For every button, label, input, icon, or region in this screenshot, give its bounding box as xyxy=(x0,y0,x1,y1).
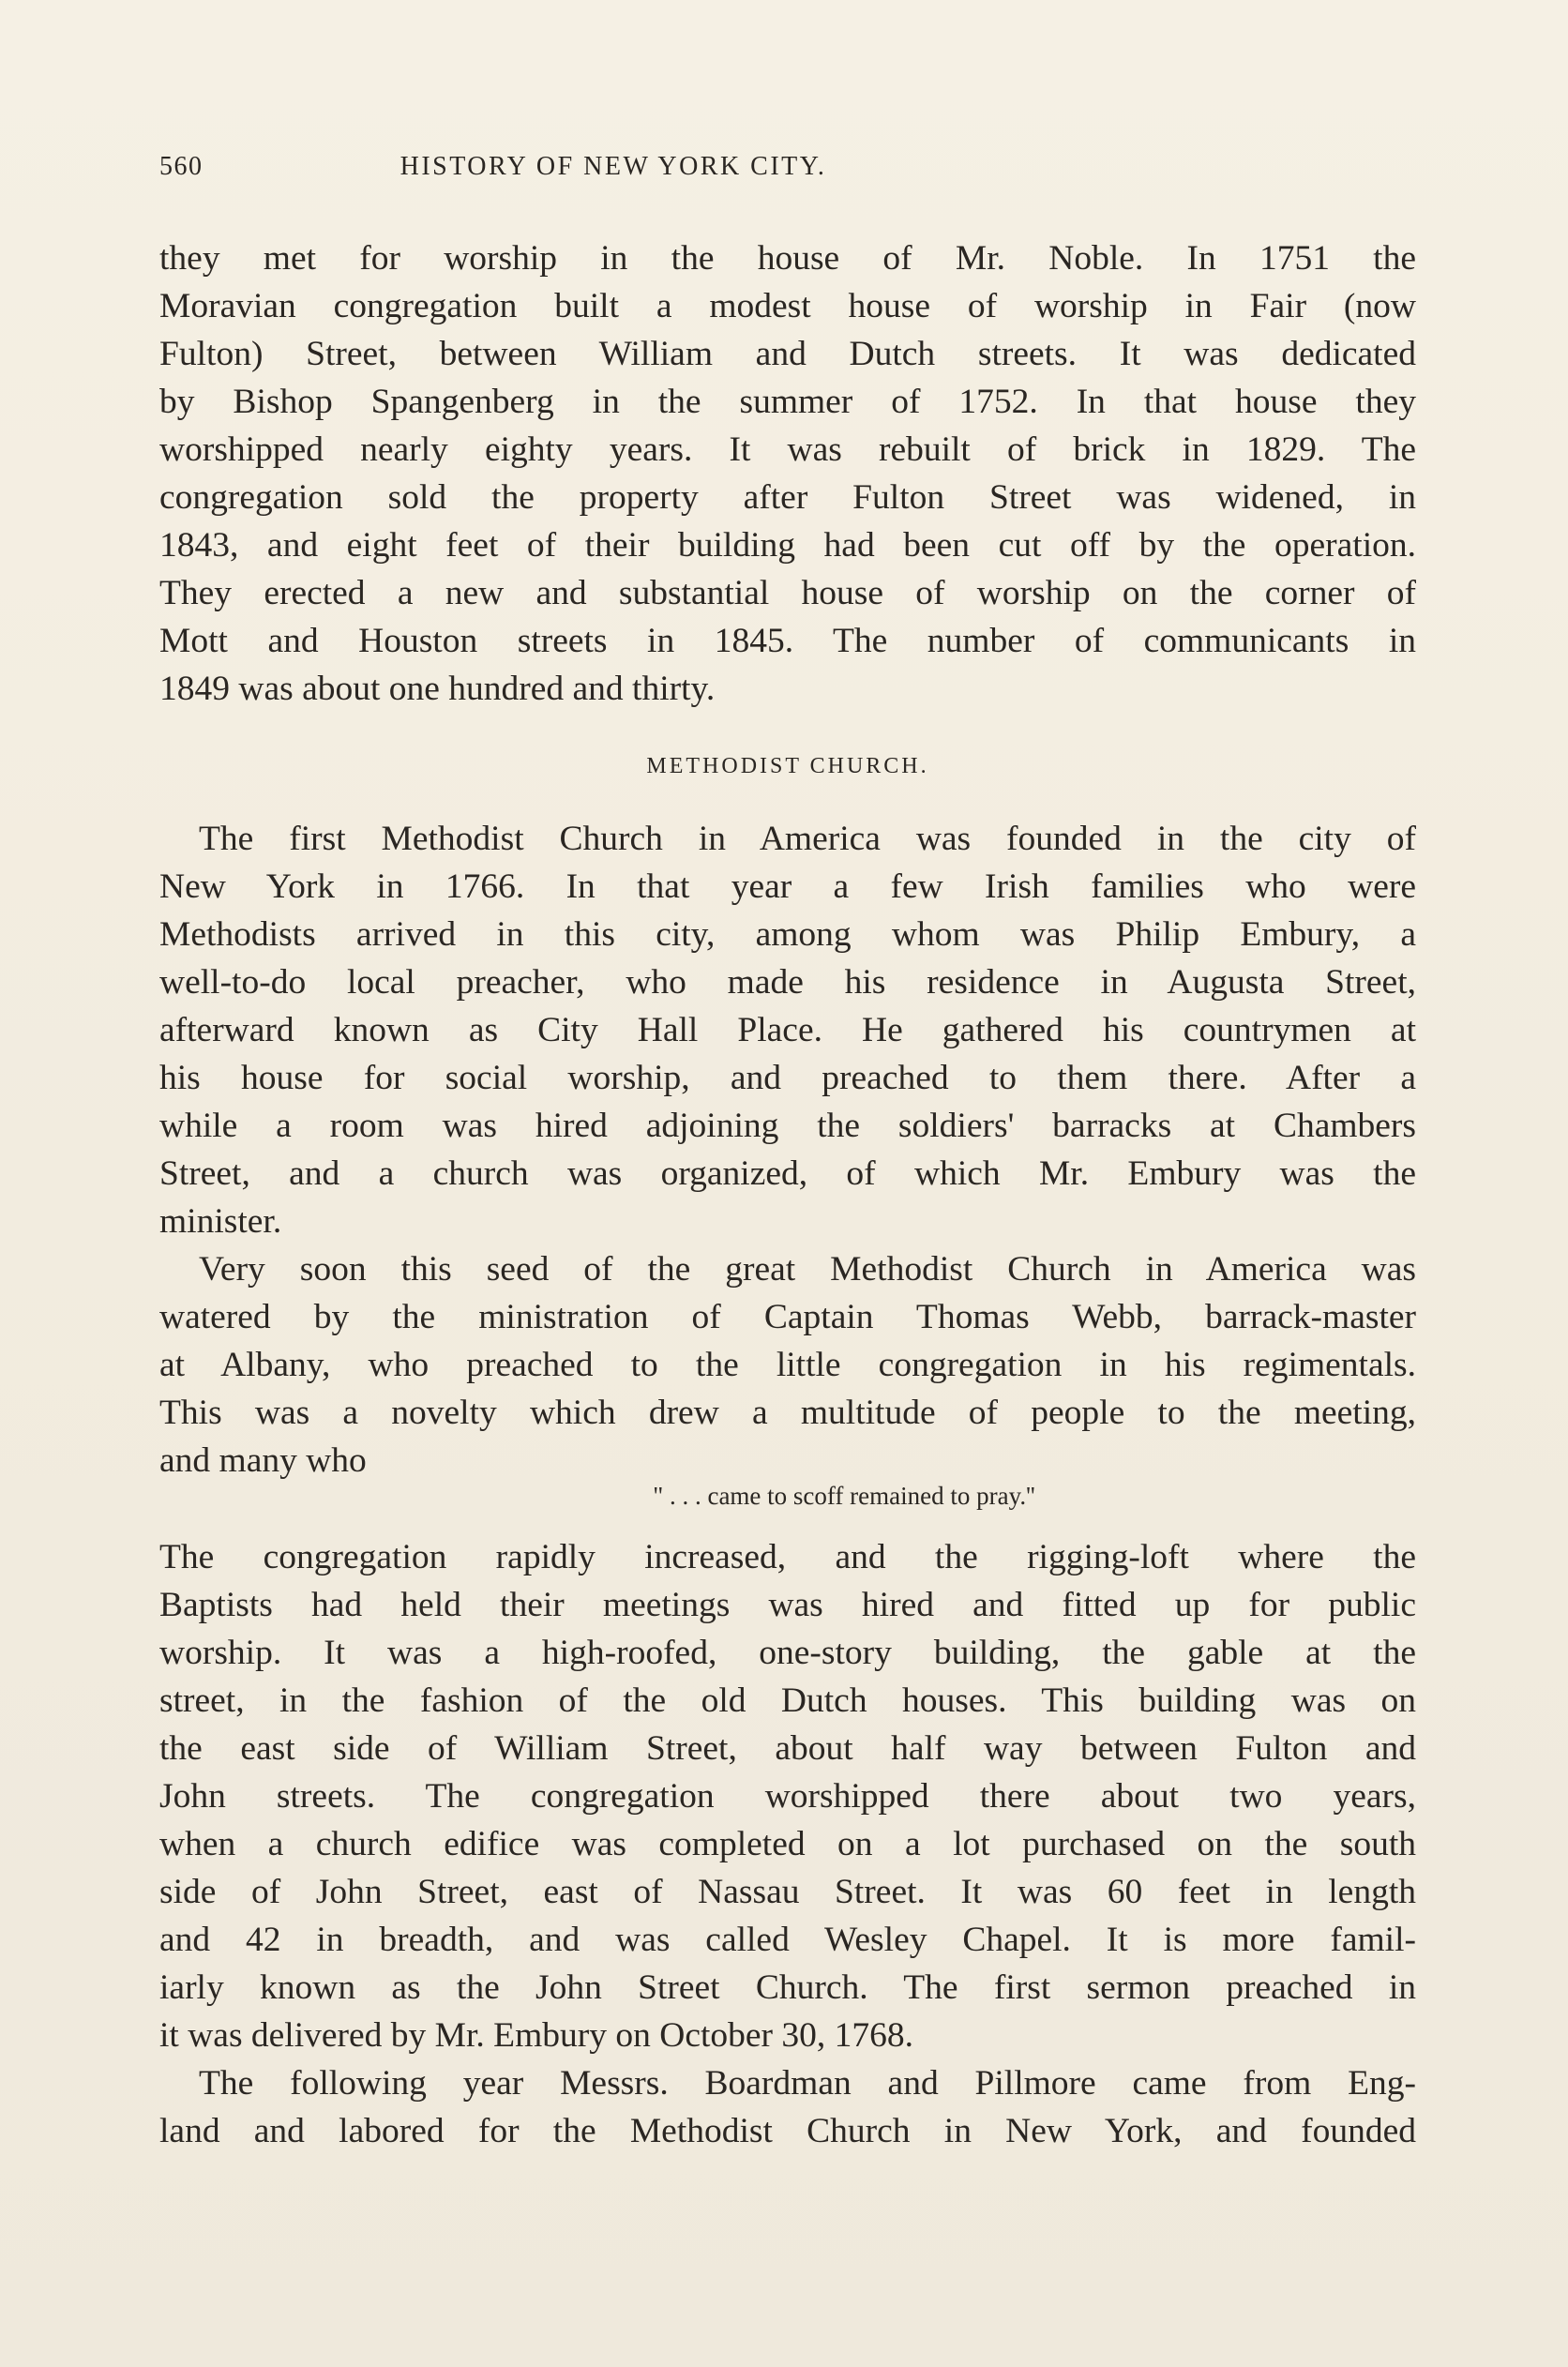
section-heading: METHODIST CHURCH. xyxy=(646,754,929,778)
verse-quote: " . . . came to scoff remained to pray.'' xyxy=(653,1482,1035,1510)
text-line: congregation sold the property after Fulton Street was widened, in xyxy=(159,478,1416,517)
text-line: This was a novelty which drew a multitude of people to the meeting, xyxy=(159,1394,1416,1432)
text-line: Moravian congregation built a modest house of worship in Fair (now xyxy=(159,287,1416,325)
text-line: watered by the ministration of Captain Thomas Webb, barrack-master xyxy=(159,1298,1416,1336)
text-line: it was delivered by Mr. Embury on October 30, 1768. xyxy=(159,2016,914,2055)
text-line: they met for worship in the house of Mr. Noble. In 1751 the xyxy=(159,239,1416,278)
text-line: and many who xyxy=(159,1441,367,1480)
text-line: The following year Messrs. Boardman and Pillmore came from Eng- xyxy=(199,2064,1416,2103)
text-line: iarly known as the John Street Church. The first sermon preached in xyxy=(159,1968,1416,2007)
text-line: land and labored for the Methodist Church in New York, and founded xyxy=(159,2112,1416,2150)
paragraph xyxy=(159,815,1416,1245)
text-line: worshipped nearly eighty years. It was rebuilt of brick in 1829. The xyxy=(159,430,1416,469)
text-line: worship. It was a high-roofed, one-story building, the gable at the xyxy=(159,1634,1416,1672)
text-line: minister. xyxy=(159,1202,282,1241)
text-line: side of John Street, east of Nassau Street. It was 60 feet in length xyxy=(159,1873,1416,1911)
text-line: Very soon this seed of the great Methodist Church in America was xyxy=(199,1250,1416,1289)
text-line: Mott and Houston streets in 1845. The number of communicants in xyxy=(159,622,1416,660)
text-line: the east side of William Street, about half way between Fulton and xyxy=(159,1729,1416,1768)
text-line: street, in the fashion of the old Dutch houses. This building was on xyxy=(159,1681,1416,1720)
text-line: They erected a new and substantial house of worship on the corner of xyxy=(159,574,1416,612)
body-text xyxy=(159,234,1416,2155)
text-line: Methodists arrived in this city, among whom was Philip Embury, a xyxy=(159,915,1416,954)
text-line: Street, and a church was organized, of which Mr. Embury was the xyxy=(159,1154,1416,1193)
text-line: well-to-do local preacher, who made his residence in Augusta Street, xyxy=(159,963,1416,1002)
text-line: afterward known as City Hall Place. He gathered his countrymen at xyxy=(159,1011,1416,1049)
text-line: Fulton) Street, between William and Dutch streets. It was dedicated xyxy=(159,335,1416,373)
text-line: and 42 in breadth, and was called Wesley Chapel. It is more famil- xyxy=(159,1921,1416,1959)
text-line: John streets. The congregation worshipped there about two years, xyxy=(159,1777,1416,1816)
paragraph xyxy=(159,2059,1416,2155)
page-number: 560 xyxy=(159,152,204,181)
text-line: by Bishop Spangenberg in the summer of 1752. In that house they xyxy=(159,383,1416,421)
text-line: when a church edifice was completed on a lot purchased on the south xyxy=(159,1825,1416,1863)
text-line: New York in 1766. In that year a few Irish families who were xyxy=(159,867,1416,906)
paragraph xyxy=(159,234,1416,713)
text-line: 1849 was about one hundred and thirty. xyxy=(159,670,716,708)
text-line: Baptists had held their meetings was hired and fitted up for public xyxy=(159,1586,1416,1624)
text-line: The congregation rapidly increased, and the rigging-loft where the xyxy=(159,1538,1416,1576)
text-line: The first Methodist Church in America was founded in the city of xyxy=(199,820,1416,858)
paragraph xyxy=(159,1245,1416,1485)
running-title: HISTORY OF NEW YORK CITY. xyxy=(400,152,827,181)
text-line: at Albany, who preached to the little congregation in his regimentals. xyxy=(159,1346,1416,1384)
page-header xyxy=(159,152,1067,189)
text-line: 1843, and eight feet of their building had been cut off by the operation. xyxy=(159,526,1416,565)
text-line: while a room was hired adjoining the soldiers' barracks at Chambers xyxy=(159,1107,1416,1145)
text-line: his house for social worship, and preached to them there. After a xyxy=(159,1059,1416,1097)
paragraph xyxy=(159,1533,1416,2059)
